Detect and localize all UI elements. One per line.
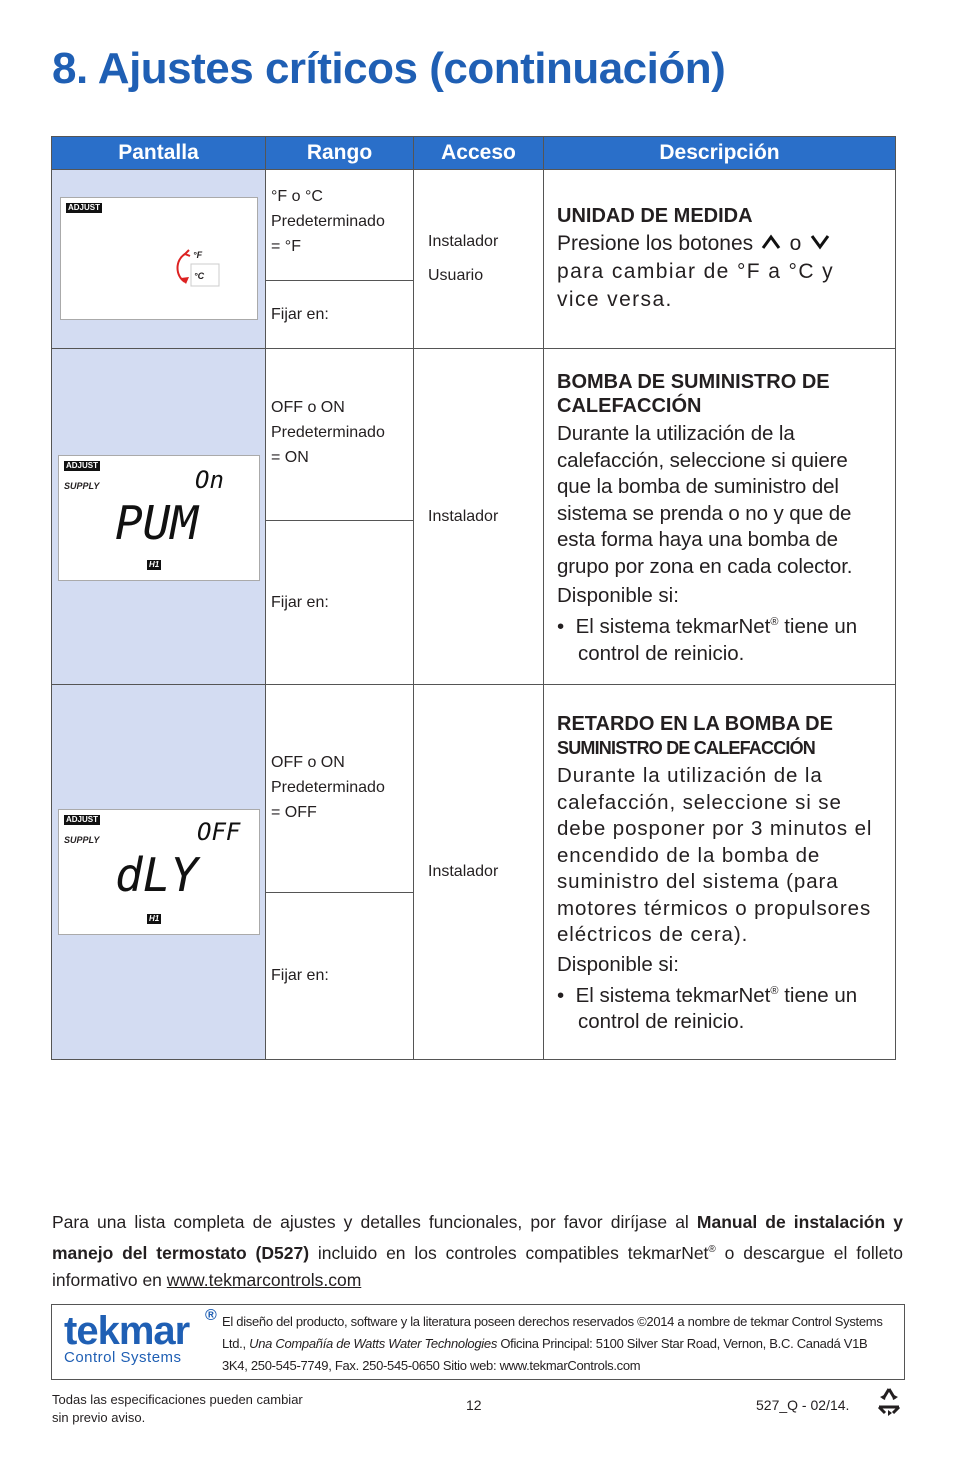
lcd-display [60,197,258,320]
hi-label: H1 [149,560,160,569]
range-cell [266,685,414,893]
unit-f-label: °F [193,250,203,260]
description-text: Presione los botones [557,232,754,255]
adjust-label: ADJUST [66,461,99,470]
adjust-label: ADJUST [66,815,99,824]
lcd-display [58,455,260,581]
copyright-company: Una Compañía de Watts Water Technologies [249,1336,498,1351]
lcd-code: PUM [115,496,199,550]
available-label: Disponible si: [557,584,679,607]
table-header-row [52,137,896,170]
col-header-acceso: Acceso [414,137,544,170]
description-title: UNIDAD DE MEDIDA [557,205,753,227]
spec-notice [52,1391,303,1427]
document-code: 527_Q - 02/14. [756,1397,850,1413]
registered-mark: ® [708,1244,716,1255]
page-title: 8. Ajustes críticos (continuación) [52,44,726,93]
range-default-label: Predeterminado [271,779,385,796]
reference-paragraph [52,1209,903,1294]
bullet-text: El sistema tekmarNet [575,614,771,638]
table-row [52,685,896,893]
access-installer: Instalador [428,233,499,250]
description-title-2: SUMINISTRO DE CALEFACCIÓN [557,738,816,758]
manual-title: Manual de instalación y manejo del termostato (D527) [52,1212,903,1263]
adjust-label: ADJUST [68,203,101,212]
range-options: OFF o ON [271,399,345,416]
bullet-text: El sistema tekmarNet [575,983,771,1007]
description-title: BOMBA DE SUMINISTRO DE CALEFACCIÓN [557,371,830,417]
supply-label: SUPPLY [64,481,100,491]
page-number: 12 [466,1397,482,1413]
available-bullet: • El sistema tekmarNet® tiene un control de reinicio. [557,983,858,1034]
range-default-value: = °F [271,238,301,255]
access-cell [414,685,544,1060]
display-cell [52,349,266,685]
description-cell [544,170,896,349]
lcd-display [58,809,260,935]
registered-mark: ® [770,984,779,997]
col-header-rango: Rango [266,137,414,170]
lcd-value: OFF [197,818,241,846]
fix-cell: Fijar en: [266,893,414,1060]
table-row [52,170,896,281]
logo-subtitle: Control Systems [64,1349,182,1366]
description-text: Durante la utilización de la calefacción, seleccione si quiere que la bomba de suministro del sistema se prenda o no y que de esta forma haya una bomba de grupo por zona en cada colector. [557,422,853,578]
hi-label: H1 [149,914,160,923]
col-header-pantalla: Pantalla [52,137,266,170]
tekmar-logo [64,1309,189,1366]
display-cell [52,170,266,349]
access-cell [414,349,544,685]
access-installer: Instalador [428,863,499,880]
logo-wordmark: tekmar [64,1309,190,1353]
recycle-icon [874,1386,904,1416]
description-or: o [789,232,802,255]
description-text: Durante la utilización de la calefacción, seleccione si se debe posponer por 3 minutos el encendido de la bomba de suministro del sistema (para motores térmicos o propulsores eléctricos de cera). [557,764,873,946]
lcd-code: dLY [115,848,199,902]
range-default-value: = OFF [271,804,317,821]
website-link[interactable]: www.tekmarcontrols.com [166,1269,362,1290]
range-options: OFF o ON [271,754,345,771]
down-arrow-icon [809,233,831,251]
range-default-label: Predeterminado [271,213,385,230]
copyright-text-2: Oficina Principal: 5100 Silver Star Road, Vernon, B.C. Canadá V1B 3K4, 250-545-7749, Fax. 250-545-0650 Sitio web: www.tekmarControls.com [222,1336,868,1373]
supply-label: SUPPLY [64,835,100,845]
paragraph-text-2: incluido en los controles compatibles tekmarNet [309,1242,709,1263]
lcd-value: On [195,466,224,494]
logo-registered-mark: ® [205,1307,217,1324]
registered-mark: ® [770,616,779,628]
range-cell [266,349,414,521]
copyright-text-1: El diseño del producto, software y la literatura poseen derechos reservados ©2014 a nombre de tekmar Control Systems Ltd., [222,1314,883,1351]
bullet-text-2: tiene un control de reinicio. [578,983,858,1034]
range-default-value: = ON [271,449,309,466]
paragraph-text: Para una lista completa de ajustes y detalles funcionales, por favor diríjase al [52,1212,697,1232]
fix-cell: Fijar en: [266,521,414,685]
available-bullet: • El sistema tekmarNet® tiene un control de reinicio. [557,614,858,665]
description-title: RETARDO EN LA BOMBA DE [557,713,833,735]
range-default-label: Predeterminado [271,424,385,441]
table-row [52,349,896,521]
spec-notice-line-1: Todas las especificaciones pueden cambiar [52,1392,303,1407]
description-cell [544,349,896,685]
range-options: °F o °C [271,188,323,205]
bullet-text-2: tiene un control de reinicio. [578,614,858,665]
paragraph-text-3: o descargue el folleto informativo en [52,1242,903,1290]
access-cell [414,170,544,349]
col-header-descripcion: Descripción [544,137,896,170]
copyright-box [51,1304,905,1380]
up-arrow-icon [760,233,782,251]
access-user: Usuario [428,267,484,284]
copyright-text [222,1311,894,1377]
settings-table [51,136,896,1060]
available-label: Disponible si: [557,952,679,976]
display-cell [52,685,266,1060]
description-text-2: para cambiar de °F a °C y vice versa. [557,260,835,311]
description-cell [544,685,896,1060]
spec-notice-line-2: sin previo aviso. [52,1410,146,1425]
unit-c-label: °C [194,271,205,281]
range-cell [266,170,414,281]
access-installer: Instalador [428,507,499,525]
fix-cell: Fijar en: [266,281,414,349]
